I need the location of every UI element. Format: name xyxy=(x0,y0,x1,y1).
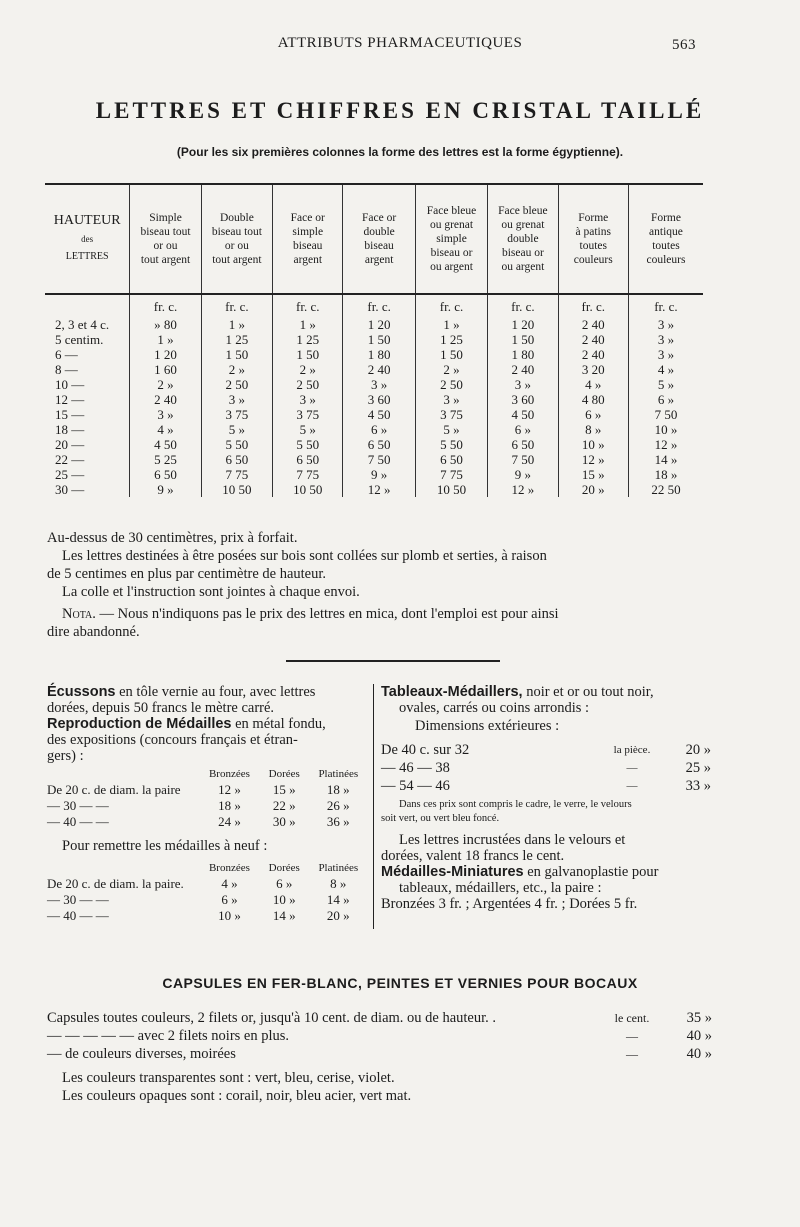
table-row xyxy=(45,482,703,497)
header-line: biseau xyxy=(364,240,394,252)
header-line: Face or xyxy=(362,212,397,224)
price-cell: 3 » xyxy=(273,392,343,407)
price-cell: 8 » xyxy=(558,422,628,437)
price-cell: 4 50 xyxy=(488,407,558,422)
price-cell: 1 25 xyxy=(201,332,272,347)
price-cell: 14 » xyxy=(628,452,703,467)
price-cell: 1 50 xyxy=(488,332,558,347)
height-cell: 22 — xyxy=(55,452,85,467)
price-cell: 5 50 xyxy=(415,437,487,452)
dimension-row xyxy=(381,778,711,796)
dimension-unit: — xyxy=(626,780,638,792)
capsules-rows xyxy=(47,1010,712,1064)
dims-note xyxy=(381,798,711,826)
price-cell: 5 50 xyxy=(273,437,343,452)
grid-header: Platinées xyxy=(318,768,359,780)
dimension-price: 20 » xyxy=(685,742,711,758)
grid-row xyxy=(43,908,368,924)
header-hauteur xyxy=(45,184,130,294)
header-line: ou argent xyxy=(501,261,545,273)
grid-price: 8 » xyxy=(330,876,347,891)
price-cell: 1 » xyxy=(201,317,272,332)
price-cell: 5 » xyxy=(201,422,272,437)
capsule-label: — — — — — avec 2 filets noirs en plus. xyxy=(47,1028,290,1044)
note-colle: La colle et l'instruction sont jointes à chaque envoi. xyxy=(62,584,360,600)
capsules-opaque: Les couleurs opaques sont : corail, noir, bleu acier, vert mat. xyxy=(62,1088,412,1104)
price-cell: 3 » xyxy=(628,317,703,332)
price-cell: 3 » xyxy=(130,407,201,422)
page-subtitle: (Pour les six premières colonnes la forme des lettres est la forme égyptienne). xyxy=(176,145,624,159)
price-cell: » 80 xyxy=(130,317,201,332)
price-cell: 7 50 xyxy=(628,407,703,422)
price-cell: 2 40 xyxy=(488,362,558,377)
header-line: biseau or xyxy=(501,247,544,259)
repro-line1 xyxy=(47,716,367,732)
price-cell: 18 » xyxy=(628,467,703,482)
grid-row xyxy=(43,782,368,798)
height-cell: 15 — xyxy=(55,407,85,422)
header-line: Simple xyxy=(149,212,182,224)
table-row xyxy=(45,347,703,362)
price-cell: 3 75 xyxy=(273,407,343,422)
mini-line2: tableaux, médaillers, etc., la paire : xyxy=(399,880,602,896)
height-cell: 5 centim. xyxy=(55,332,104,347)
price-cell: 2 50 xyxy=(201,377,272,392)
unit-cell: fr. c. xyxy=(201,294,272,317)
price-cell: 5 50 xyxy=(201,437,272,452)
header-col-2 xyxy=(201,184,272,294)
right-column xyxy=(381,684,711,734)
capsule-unit: le cent. xyxy=(614,1011,650,1025)
grid-label: De 20 c. de diam. la paire xyxy=(47,782,181,797)
price-cell: 15 » xyxy=(558,467,628,482)
price-cell: 12 » xyxy=(343,482,415,497)
escussons-text: en tôle vernie au four, avec lettres xyxy=(115,684,316,700)
price-cell: 7 75 xyxy=(415,467,487,482)
neuf-price-grid xyxy=(43,860,368,924)
mini-line3: Bronzées 3 fr. ; Argentées 4 fr. ; Dorées 5 fr. xyxy=(381,896,638,912)
price-cell: 3 75 xyxy=(201,407,272,422)
height-cell: 30 — xyxy=(55,482,85,497)
nota-line1 xyxy=(62,606,559,622)
right-column-lower xyxy=(381,832,711,912)
grid-label: — 40 — — xyxy=(47,908,109,923)
grid1-rows xyxy=(43,782,368,830)
header-col-3 xyxy=(273,184,343,294)
unit-cell: fr. c. xyxy=(343,294,415,317)
capsule-row xyxy=(47,1010,712,1028)
grid-row xyxy=(43,814,368,830)
price-cell: 5 » xyxy=(628,377,703,392)
price-cell: 3 » xyxy=(628,347,703,362)
header-col-6 xyxy=(488,184,558,294)
header-line: HAUTEUR xyxy=(53,213,121,228)
header-line: biseau tout xyxy=(140,226,191,238)
price-cell: 10 50 xyxy=(201,482,272,497)
price-cell: 7 50 xyxy=(343,452,415,467)
table-row xyxy=(45,422,703,437)
header-line: argent xyxy=(293,254,323,266)
grid-price: 18 » xyxy=(218,798,241,813)
capsule-unit: — xyxy=(626,1029,638,1043)
grid-row xyxy=(43,798,368,814)
price-cell: 3 75 xyxy=(415,407,487,422)
page-title: LETTRES ET CHIFFRES EN CRISTAL TAILLÉ xyxy=(95,98,705,123)
price-cell: 22 50 xyxy=(628,482,703,497)
price-cell: 3 60 xyxy=(343,392,415,407)
repro-label: Reproduction de Médailles xyxy=(47,716,232,732)
price-cell: 2 » xyxy=(415,362,487,377)
price-cell: 1 20 xyxy=(343,317,415,332)
price-cell: 7 75 xyxy=(201,467,272,482)
grid-row xyxy=(43,876,368,892)
repro-text: en métal fondu, xyxy=(231,716,326,732)
price-cell: 1 » xyxy=(130,332,201,347)
price-cell: 12 » xyxy=(488,482,558,497)
grid-price: 36 » xyxy=(326,814,350,829)
price-cell: 10 » xyxy=(558,437,628,452)
tableaux-line2: ovales, carrés ou coins arrondis : xyxy=(399,700,590,716)
unit-cell xyxy=(45,294,130,317)
price-cell: 1 20 xyxy=(130,347,201,362)
running-title: ATTRIBUTS PHARMACEUTIQUES xyxy=(277,35,523,51)
price-cell: 9 » xyxy=(343,467,415,482)
mini-text: en galvanoplastie pour xyxy=(523,864,659,880)
price-cell: 3 » xyxy=(343,377,415,392)
price-cell: 1 20 xyxy=(488,317,558,332)
table-header-row xyxy=(45,184,703,294)
dimension-label: — 46 — 38 xyxy=(381,760,450,776)
header-line: ou grenat xyxy=(429,219,474,231)
price-cell: 2 40 xyxy=(558,317,628,332)
height-cell: 8 — xyxy=(55,362,78,377)
price-cell: 6 » xyxy=(488,422,558,437)
grid-price: 18 » xyxy=(326,782,350,797)
header-line: Face bleue xyxy=(426,205,477,217)
medals-price-grid xyxy=(43,766,368,830)
header-line: Forme xyxy=(650,212,681,224)
repro-line3: gers) : xyxy=(47,748,84,764)
price-cell: 2 50 xyxy=(415,377,487,392)
column-divider xyxy=(373,684,374,929)
note-forfait: Au-dessus de 30 centimètres, prix à forfait. xyxy=(47,530,298,546)
note-plomb-line2: de 5 centimes en plus par centimètre de hauteur. xyxy=(47,566,327,582)
capsule-label: Capsules toutes couleurs, 2 filets or, jusqu'à 10 cent. de diam. ou de hauteur. . xyxy=(47,1010,497,1026)
price-cell: 6 » xyxy=(343,422,415,437)
header-line: ou grenat xyxy=(501,219,545,231)
header-line: argent xyxy=(364,254,394,266)
price-cell: 2 40 xyxy=(558,347,628,362)
price-cell: 2 » xyxy=(273,362,343,377)
table-row xyxy=(45,332,703,347)
header-line: biseau or xyxy=(430,247,473,259)
height-cell: 12 — xyxy=(55,392,85,407)
dimension-rows xyxy=(381,742,711,796)
header-line: toutes xyxy=(652,240,680,252)
left-column xyxy=(47,684,367,764)
tableaux-text: noir et or ou tout noir, xyxy=(522,684,654,700)
height-cell: 25 — xyxy=(55,467,85,482)
header-line: couleurs xyxy=(573,254,613,266)
table-row xyxy=(45,452,703,467)
capsule-row xyxy=(47,1046,712,1064)
capsule-row xyxy=(47,1028,712,1046)
grid-header: Platinées xyxy=(318,862,359,874)
header-line: double xyxy=(507,233,539,245)
price-cell: 1 50 xyxy=(273,347,343,362)
height-cell: 10 — xyxy=(55,377,85,392)
price-cell: 12 » xyxy=(558,452,628,467)
dimension-row xyxy=(381,760,711,778)
grid-header-row xyxy=(43,860,368,876)
price-cell: 3 60 xyxy=(488,392,558,407)
grid-price: 10 » xyxy=(218,908,241,923)
price-cell: 20 » xyxy=(558,482,628,497)
price-table xyxy=(45,183,703,497)
price-cell: 4 » xyxy=(130,422,201,437)
grid-row xyxy=(43,892,368,908)
grid-header-blank xyxy=(43,766,199,782)
price-cell: 2 40 xyxy=(130,392,201,407)
grid-price: 10 » xyxy=(272,892,296,907)
escussons-line2: dorées, depuis 50 francs le mètre carré. xyxy=(47,700,275,716)
price-cell: 1 25 xyxy=(273,332,343,347)
price-cell: 5 25 xyxy=(130,452,201,467)
price-cell: 4 50 xyxy=(343,407,415,422)
price-cell: 3 20 xyxy=(558,362,628,377)
capsule-label: — de couleurs diverses, moirées xyxy=(47,1046,236,1062)
header-col-1 xyxy=(130,184,201,294)
height-cell: 18 — xyxy=(55,422,85,437)
mini-label: Médailles-Miniatures xyxy=(381,864,524,880)
header-line: biseau tout xyxy=(211,226,262,238)
price-cell: 1 50 xyxy=(415,347,487,362)
dimension-label: — 54 — 46 xyxy=(381,778,450,794)
unit-cell: fr. c. xyxy=(488,294,558,317)
grid-price: 24 » xyxy=(218,814,241,829)
price-cell: 1 50 xyxy=(201,347,272,362)
grid-price: 22 » xyxy=(272,798,296,813)
grid-price: 30 » xyxy=(272,814,296,829)
header-line: Double xyxy=(219,212,254,224)
grid-price: 14 » xyxy=(272,908,296,923)
price-cell: 2 40 xyxy=(558,332,628,347)
price-cell: 1 60 xyxy=(130,362,201,377)
header-line: Face or xyxy=(290,212,325,224)
price-cell: 1 80 xyxy=(488,347,558,362)
capsule-unit: — xyxy=(626,1047,638,1061)
price-cell: 10 » xyxy=(628,422,703,437)
grid-label: De 20 c. de diam. la paire. xyxy=(47,876,184,891)
price-cell: 6 50 xyxy=(415,452,487,467)
unit-row xyxy=(45,294,703,317)
header-line: simple xyxy=(292,226,324,238)
capsule-price: 40 » xyxy=(686,1028,712,1044)
escussons-line1 xyxy=(47,684,367,700)
grid-header: Bronzées xyxy=(208,768,250,780)
price-cell: 4 » xyxy=(628,362,703,377)
price-cell: 6 50 xyxy=(201,452,272,467)
escussons-label: Écussons xyxy=(47,684,116,700)
grid-price: 6 » xyxy=(276,876,293,891)
grid-price: 4 » xyxy=(221,876,238,891)
price-cell: 5 » xyxy=(415,422,487,437)
capsule-price: 40 » xyxy=(686,1046,712,1062)
dimension-price: 25 » xyxy=(685,760,711,776)
height-cell: 20 — xyxy=(55,437,85,452)
header-line: ou argent xyxy=(430,261,473,273)
price-cell: 6 50 xyxy=(130,467,201,482)
header-line: à patins xyxy=(575,226,611,238)
unit-cell: fr. c. xyxy=(558,294,628,317)
table-row xyxy=(45,362,703,377)
price-cell: 4 80 xyxy=(558,392,628,407)
unit-cell: fr. c. xyxy=(628,294,703,317)
price-cell: 3 » xyxy=(488,377,558,392)
header-line: simple xyxy=(436,233,467,245)
grid-header-row xyxy=(43,766,368,782)
header-col-5 xyxy=(415,184,487,294)
section-divider xyxy=(286,660,500,662)
price-cell: 6 » xyxy=(558,407,628,422)
price-cell: 4 » xyxy=(558,377,628,392)
nota-line2: dire abandonné. xyxy=(47,624,140,640)
nota-label: Nota. xyxy=(62,606,96,622)
note-plomb-line1: Les lettres destinées à être posées sur bois sont collées sur plomb et serties, à raison xyxy=(62,548,547,564)
dimension-unit: — xyxy=(626,762,638,774)
dimension-unit: la pièce. xyxy=(613,744,651,756)
unit-cell: fr. c. xyxy=(415,294,487,317)
price-cell: 6 50 xyxy=(343,437,415,452)
price-cell: 1 25 xyxy=(415,332,487,347)
header-line: or ou xyxy=(224,240,249,252)
table-row xyxy=(45,437,703,452)
price-cell: 6 50 xyxy=(488,437,558,452)
grid-header-blank xyxy=(43,860,199,876)
header-line: Forme xyxy=(578,212,609,224)
header-line: tout argent xyxy=(140,254,191,266)
price-cell: 9 » xyxy=(130,482,201,497)
price-cell: 5 » xyxy=(273,422,343,437)
incrust-line2: dorées, valent 18 francs le cent. xyxy=(381,848,565,864)
grid-header: Dorées xyxy=(268,862,300,874)
table-row xyxy=(45,392,703,407)
dimension-label: De 40 c. sur 32 xyxy=(381,742,470,758)
header-line: couleurs xyxy=(646,254,686,266)
price-cell: 6 » xyxy=(628,392,703,407)
neuf-heading: Pour remettre les médailles à neuf : xyxy=(62,838,268,854)
header-line: toutes xyxy=(579,240,607,252)
grid-label: — 30 — — xyxy=(47,892,109,907)
price-cell: 3 » xyxy=(628,332,703,347)
header-line: Face bleue xyxy=(498,205,548,217)
header-line: double xyxy=(363,226,395,238)
grid-header: Bronzées xyxy=(208,862,250,874)
table-row xyxy=(45,377,703,392)
dims-note-line2: soit vert, ou vert bleu foncé. xyxy=(381,813,500,824)
header-line: antique xyxy=(649,226,683,238)
grid-header: Dorées xyxy=(268,768,300,780)
price-cell: 10 50 xyxy=(273,482,343,497)
grid-price: 12 » xyxy=(218,782,241,797)
grid-price: 20 » xyxy=(326,908,350,923)
price-cell: 12 » xyxy=(628,437,703,452)
tableaux-label: Tableaux-Médaillers, xyxy=(381,684,523,700)
header-line: tout argent xyxy=(212,254,262,266)
grid-price: 6 » xyxy=(221,892,238,907)
capsules-transparent: Les couleurs transparentes sont : vert, bleu, cerise, violet. xyxy=(62,1070,395,1086)
header-line: biseau xyxy=(293,240,323,252)
price-cell: 1 » xyxy=(273,317,343,332)
grid-price: 15 » xyxy=(272,782,296,797)
header-col-7 xyxy=(558,184,628,294)
header-line: LETTRES xyxy=(65,251,109,262)
tableaux-line1 xyxy=(381,684,711,700)
height-cell: 2, 3 et 4 c. xyxy=(55,317,110,332)
capsules-title: CAPSULES EN FER-BLANC, PEINTES ET VERNIES POUR BOCAUX xyxy=(162,975,638,991)
price-cell: 1 » xyxy=(415,317,487,332)
unit-cell: fr. c. xyxy=(130,294,201,317)
price-cell: 4 50 xyxy=(130,437,201,452)
dimension-price: 33 » xyxy=(685,778,711,794)
dimension-row xyxy=(381,742,711,760)
price-cell: 9 » xyxy=(488,467,558,482)
grid-price: 14 » xyxy=(326,892,350,907)
grid-label: — 30 — — xyxy=(47,798,109,813)
table-row xyxy=(45,317,703,332)
dims-heading: Dimensions extérieures : xyxy=(415,718,560,734)
price-cell: 2 » xyxy=(130,377,201,392)
price-cell: 3 » xyxy=(201,392,272,407)
capsule-price: 35 » xyxy=(686,1010,712,1026)
price-cell: 2 » xyxy=(201,362,272,377)
price-cell: 10 50 xyxy=(415,482,487,497)
price-cell: 3 » xyxy=(415,392,487,407)
price-cell: 1 80 xyxy=(343,347,415,362)
price-cell: 1 50 xyxy=(343,332,415,347)
repro-line2: des expositions (concours français et étran- xyxy=(47,732,298,748)
table-row xyxy=(45,407,703,422)
grid2-rows xyxy=(43,876,368,924)
price-cell: 2 50 xyxy=(273,377,343,392)
price-cell: 2 40 xyxy=(343,362,415,377)
header-col-8 xyxy=(628,184,703,294)
price-rows xyxy=(45,317,703,497)
height-cell: 6 — xyxy=(55,347,78,362)
price-cell: 7 75 xyxy=(273,467,343,482)
grid-label: — 40 — — xyxy=(47,814,109,829)
mini-line1 xyxy=(381,864,711,880)
dims-note-line1: Dans ces prix sont compris le cadre, le verre, le velours xyxy=(399,799,632,810)
header-line: or ou xyxy=(153,240,178,252)
grid-price: 26 » xyxy=(326,798,350,813)
page-number: 563 xyxy=(672,37,696,53)
header-col-4 xyxy=(343,184,415,294)
header-line: des xyxy=(81,234,94,244)
table-row xyxy=(45,467,703,482)
nota-text: — Nous n'indiquons pas le prix des lettres en mica, dont l'emploi est pour ainsi xyxy=(95,606,559,622)
incrust-line1: Les lettres incrustées dans le velours et xyxy=(399,832,626,848)
unit-cell: fr. c. xyxy=(273,294,343,317)
price-cell: 7 50 xyxy=(488,452,558,467)
price-cell: 6 50 xyxy=(273,452,343,467)
